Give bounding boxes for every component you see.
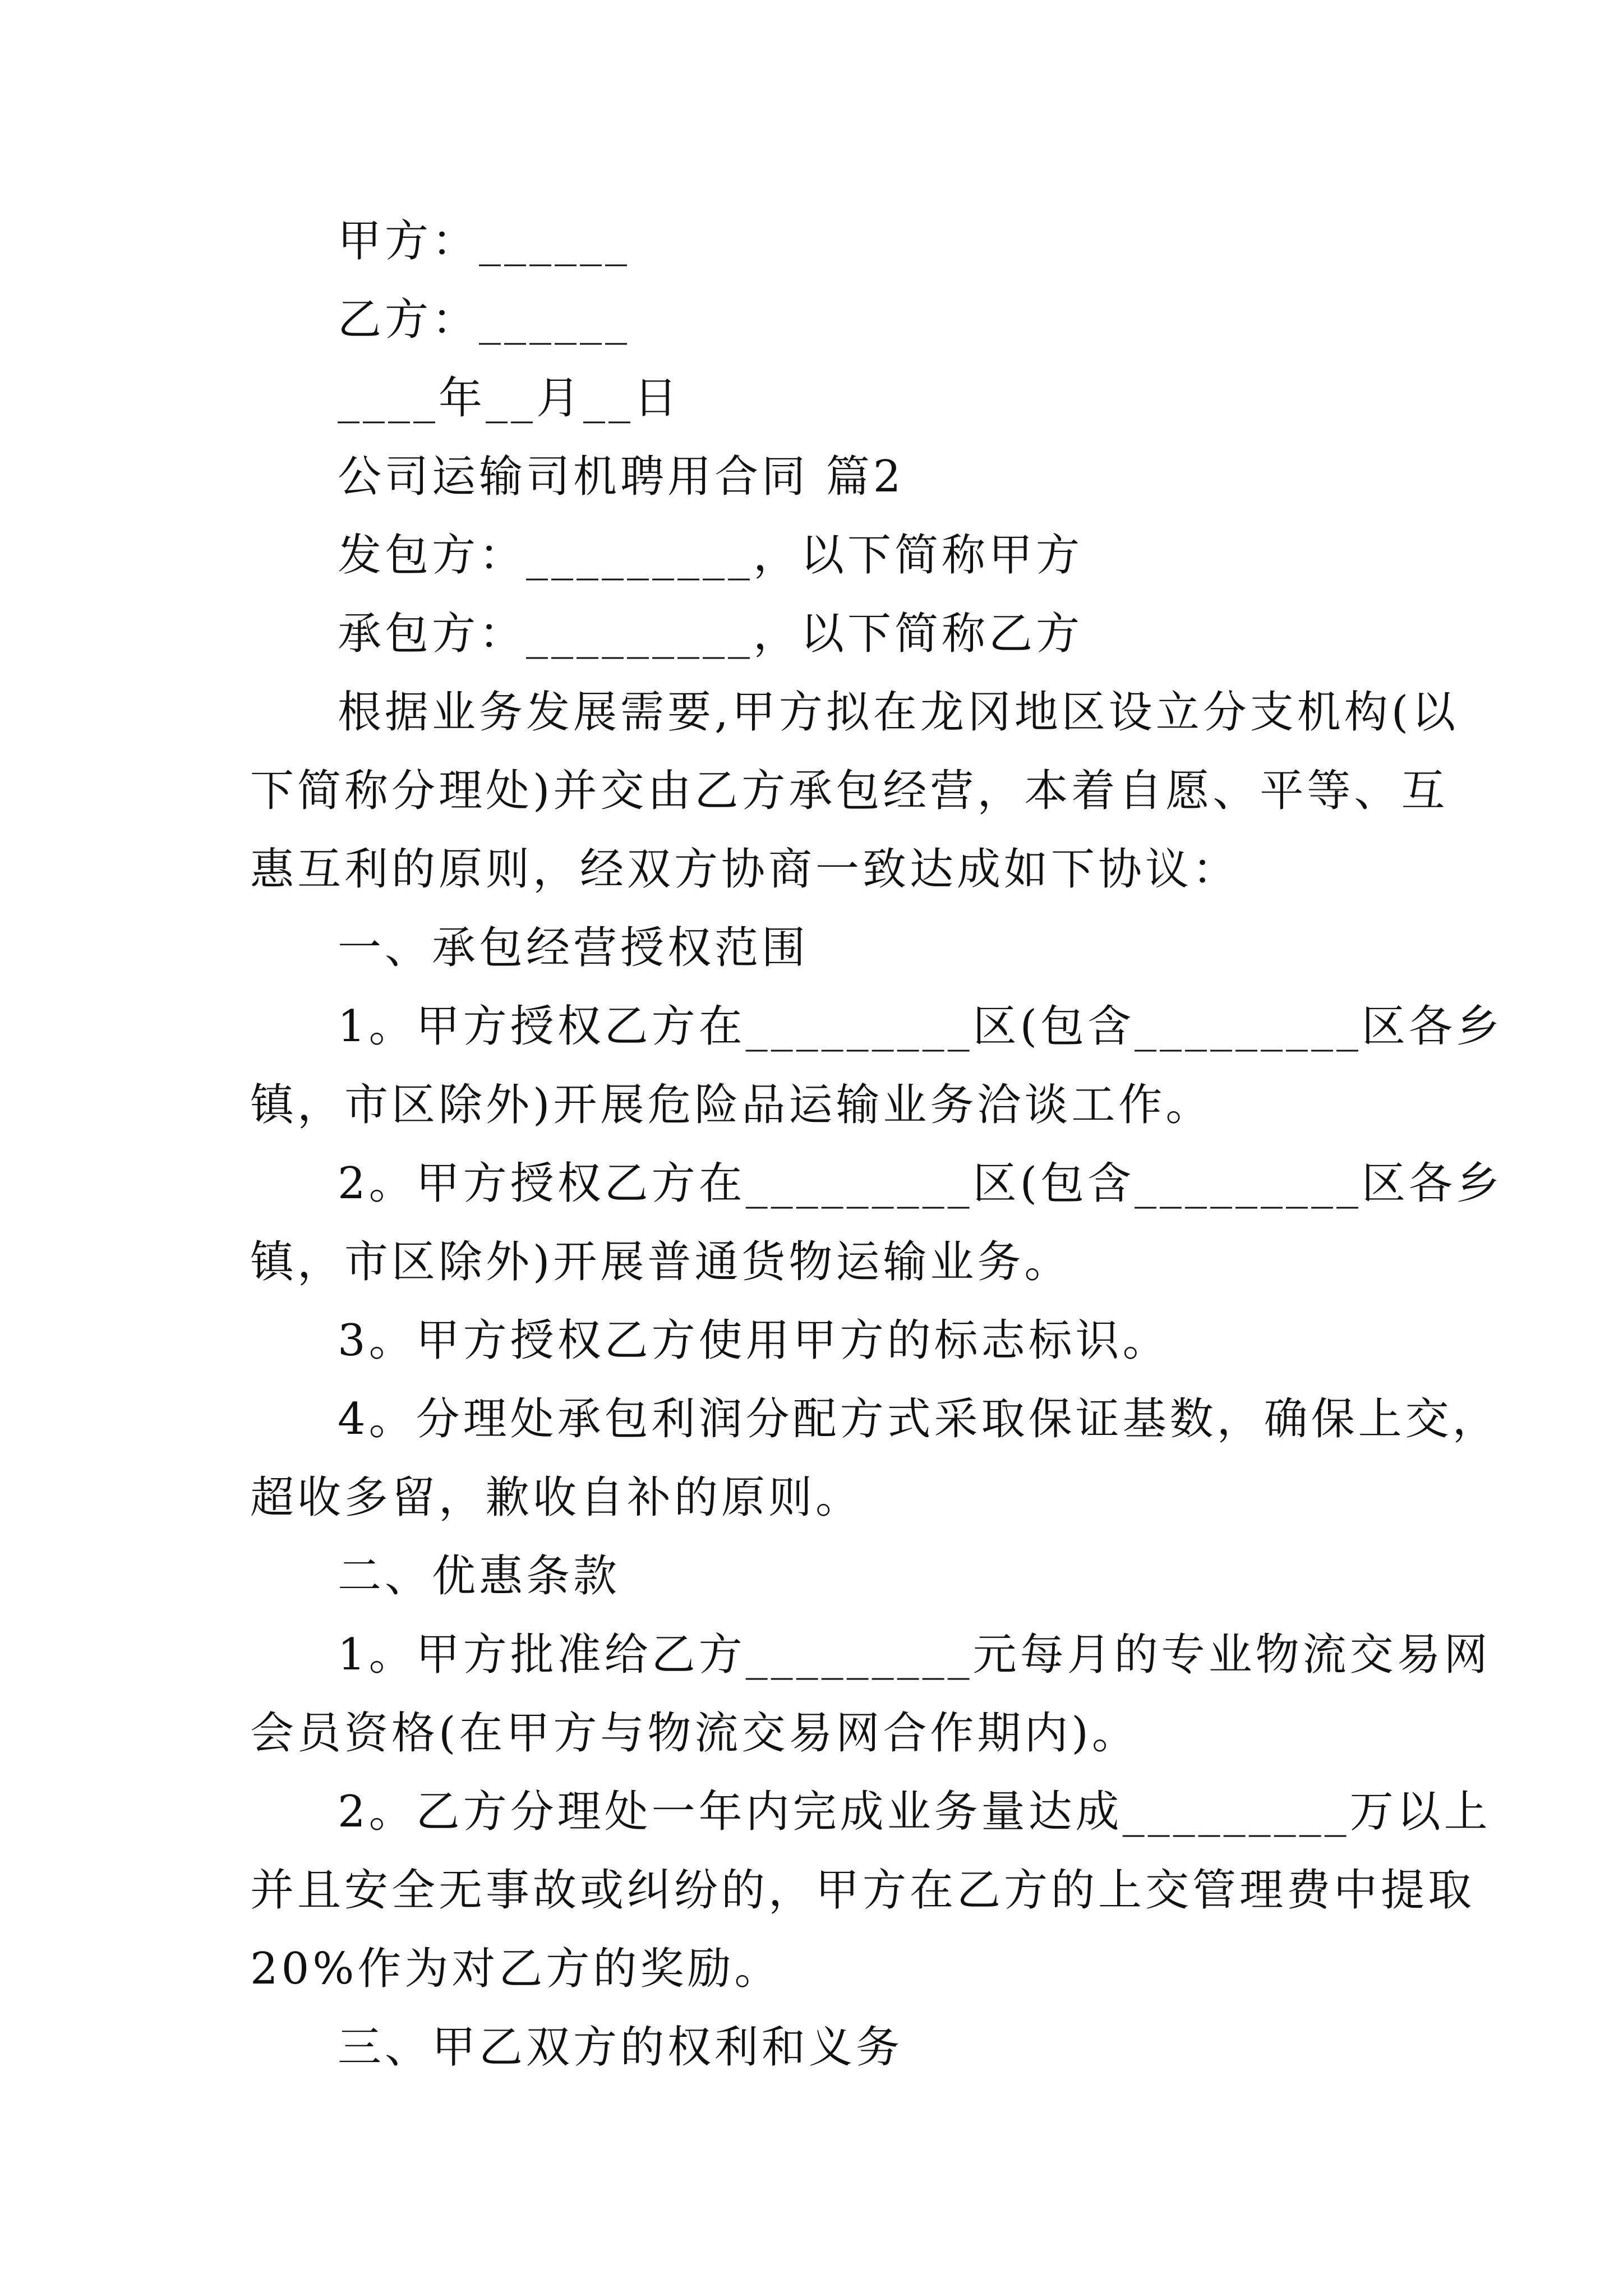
heading-rights: 三、甲乙双方的权利和义务 — [338, 2022, 903, 2073]
heading-preferential: 二、优惠条款 — [338, 1551, 621, 1602]
clause-2-1-line-1: 1。甲方批准给乙方_________元每月的专业物流交易网 — [338, 1630, 1491, 1680]
clause-1-4-line-1: 4。分理处承包利润分配方式采取保证基数，确保上交， — [338, 1394, 1500, 1444]
clause-2-2-line-1: 2。乙方分理处一年内完成业务量达成_________万以上 — [338, 1787, 1491, 1837]
clause-2-1-line-2: 会员资格(在甲方与物流交易网合作期内)。 — [250, 1708, 1139, 1759]
clause-1-2-line-1: 2。甲方授权乙方在_________区(包含_________区各乡 — [338, 1158, 1504, 1209]
clause-2-2-line-3: 20%作为对乙方的奖励。 — [250, 1944, 782, 1994]
clause-1-1-line-1: 1。甲方授权乙方在_________区(包含_________区各乡 — [338, 1001, 1504, 1052]
preamble-line-1: 根据业务发展需要,甲方拟在龙冈地区设立分支机构(以 — [338, 687, 1459, 738]
contractee-line: 承包方：_________，以下简称乙方 — [338, 609, 1083, 659]
party-a-line: 甲方：______ — [338, 216, 631, 266]
clause-1-1-line-2: 镇，市区除外)开展危险品运输业务洽谈工作。 — [250, 1080, 1213, 1130]
date-line: ____年__月__日 — [338, 373, 681, 424]
section-title: 公司运输司机聘用合同 篇2 — [338, 452, 905, 502]
contractor-line: 发包方：_________，以下简称甲方 — [338, 530, 1083, 581]
clause-1-4-line-2: 超收多留，歉收自补的原则。 — [250, 1473, 863, 1523]
preamble-line-3: 惠互利的原则，经双方协商一致达成如下协议： — [250, 844, 1240, 895]
party-b-line: 乙方：______ — [338, 295, 631, 345]
clause-2-2-line-2: 并且安全无事故或纠纷的，甲方在乙方的上交管理费中提取 — [250, 1865, 1476, 1916]
heading-scope: 一、承包经营授权范围 — [338, 923, 809, 973]
preamble-line-2: 下简称分理处)并交由乙方承包经营，本着自愿、平等、互 — [250, 766, 1449, 816]
clause-1-3: 3。甲方授权乙方使用甲方的标志标识。 — [338, 1315, 1170, 1366]
clause-1-2-line-2: 镇，市区除外)开展普通货物运输业务。 — [250, 1237, 1072, 1287]
